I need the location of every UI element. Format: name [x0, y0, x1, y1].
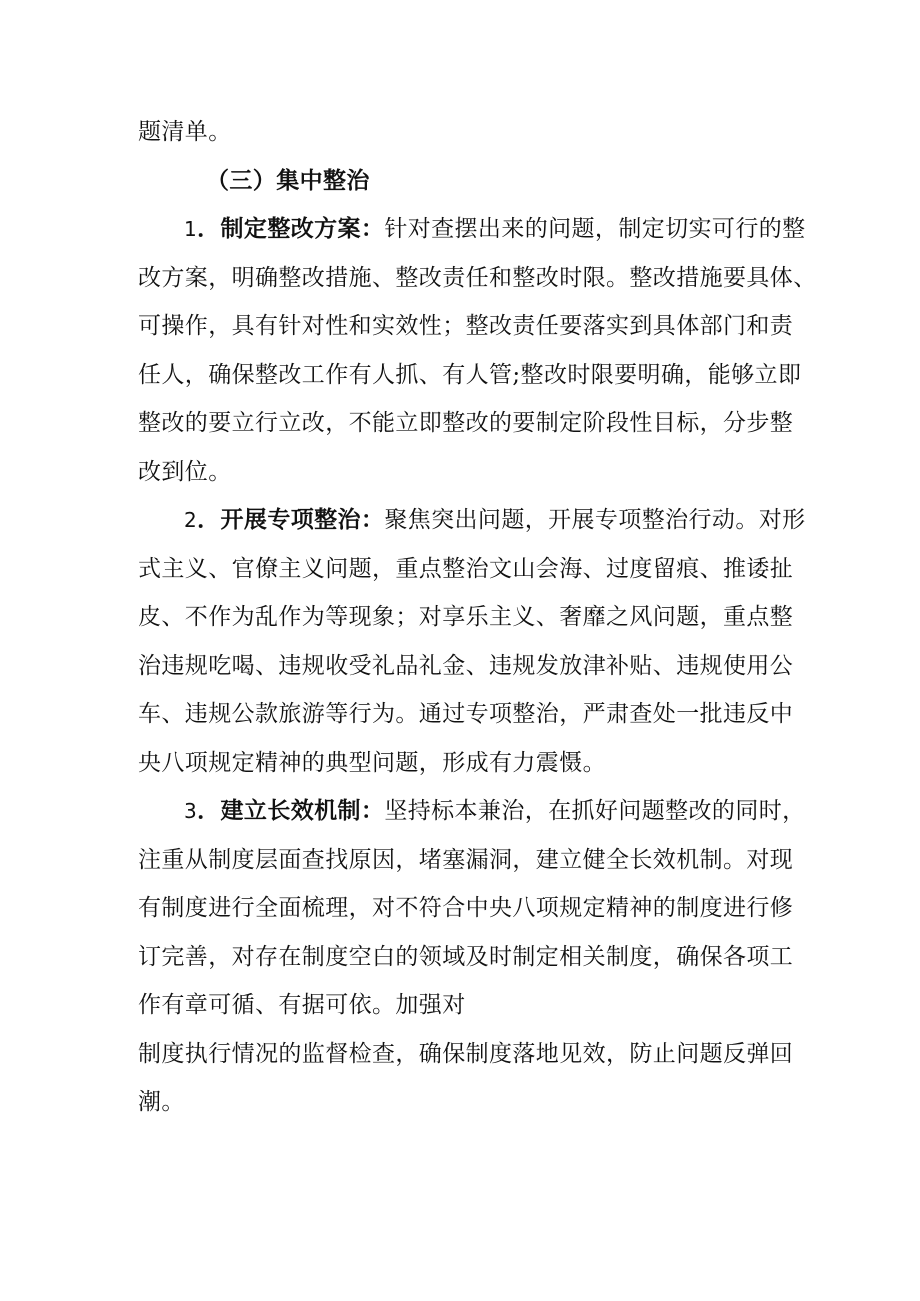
text-line: 注重从制度层面查找原因，堵塞漏洞，建立健全长效机制。对现 — [138, 846, 794, 873]
item-text: 坚持标本兼治，在抓好问题整改的同时， — [384, 798, 806, 824]
item-text: 针对查摆出来的问题，制定切实可行的整 — [384, 216, 806, 242]
text-line: 有制度进行全面梳理，对不符合中央八项规定精神的制度进行修 — [138, 895, 794, 921]
item-title: ．建立长效机制： — [197, 797, 385, 824]
text-line: 改到位。 — [138, 458, 232, 485]
text-line: 制度执行情况的监督检查，确保制度落地见效，防止问题反弹回 — [138, 1040, 794, 1067]
item-title: ．制定整改方案： — [197, 215, 385, 242]
document-body — [138, 108, 817, 1127]
text-line: 整改的要立行立改，不能立即整改的要制定阶段性目标，分步整 — [138, 410, 794, 436]
paragraph-1-first-line — [138, 205, 806, 254]
text-line: 车、违规公款旅游等行为。通过专项整治，严肃查处一批违反中 — [138, 701, 794, 727]
section-heading: （三）集中整治 — [206, 166, 370, 194]
item-number: 2 — [184, 508, 198, 532]
item-number: 3 — [184, 799, 198, 823]
text-line: 皮、不作为乱作为等现象；对享乐主义、奢靡之风问题，重点整 — [138, 604, 794, 630]
text-line: 改方案，明确整改措施、整改责任和整改时限。整改措施要具体、 — [138, 264, 817, 291]
text-line: 潮。 — [138, 1089, 185, 1115]
text-line: 任人，确保整改工作有人抓、有人管;整改时限要明确，能够立即 — [138, 361, 802, 388]
text-line: 订完善，对存在制度空白的领域及时制定相关制度，确保各项工 — [138, 943, 794, 970]
text-line: 作有章可循、有据可依。加强对 — [138, 992, 466, 1018]
paragraph-2-first-line — [138, 496, 806, 545]
paragraph-3-first-line — [138, 787, 806, 836]
text-line: 题清单。 — [138, 119, 232, 145]
item-number: 1 — [184, 217, 198, 241]
item-title: ．开展专项整治： — [197, 506, 385, 533]
text-line: 式主义、官僚主义问题，重点整治文山会海、过度留痕、推诿扯 — [138, 555, 794, 582]
text-line: 可操作，具有针对性和实效性；整改责任要落实到具体部门和责 — [138, 313, 794, 339]
item-text: 聚焦突出问题，开展专项整治行动。对形 — [384, 507, 806, 533]
text-line: 治违规吃喝、违规收受礼品礼金、违规发放津补贴、违规使用公 — [138, 652, 794, 679]
text-line: 央八项规定精神的典型问题，形成有力震慑。 — [138, 749, 606, 776]
